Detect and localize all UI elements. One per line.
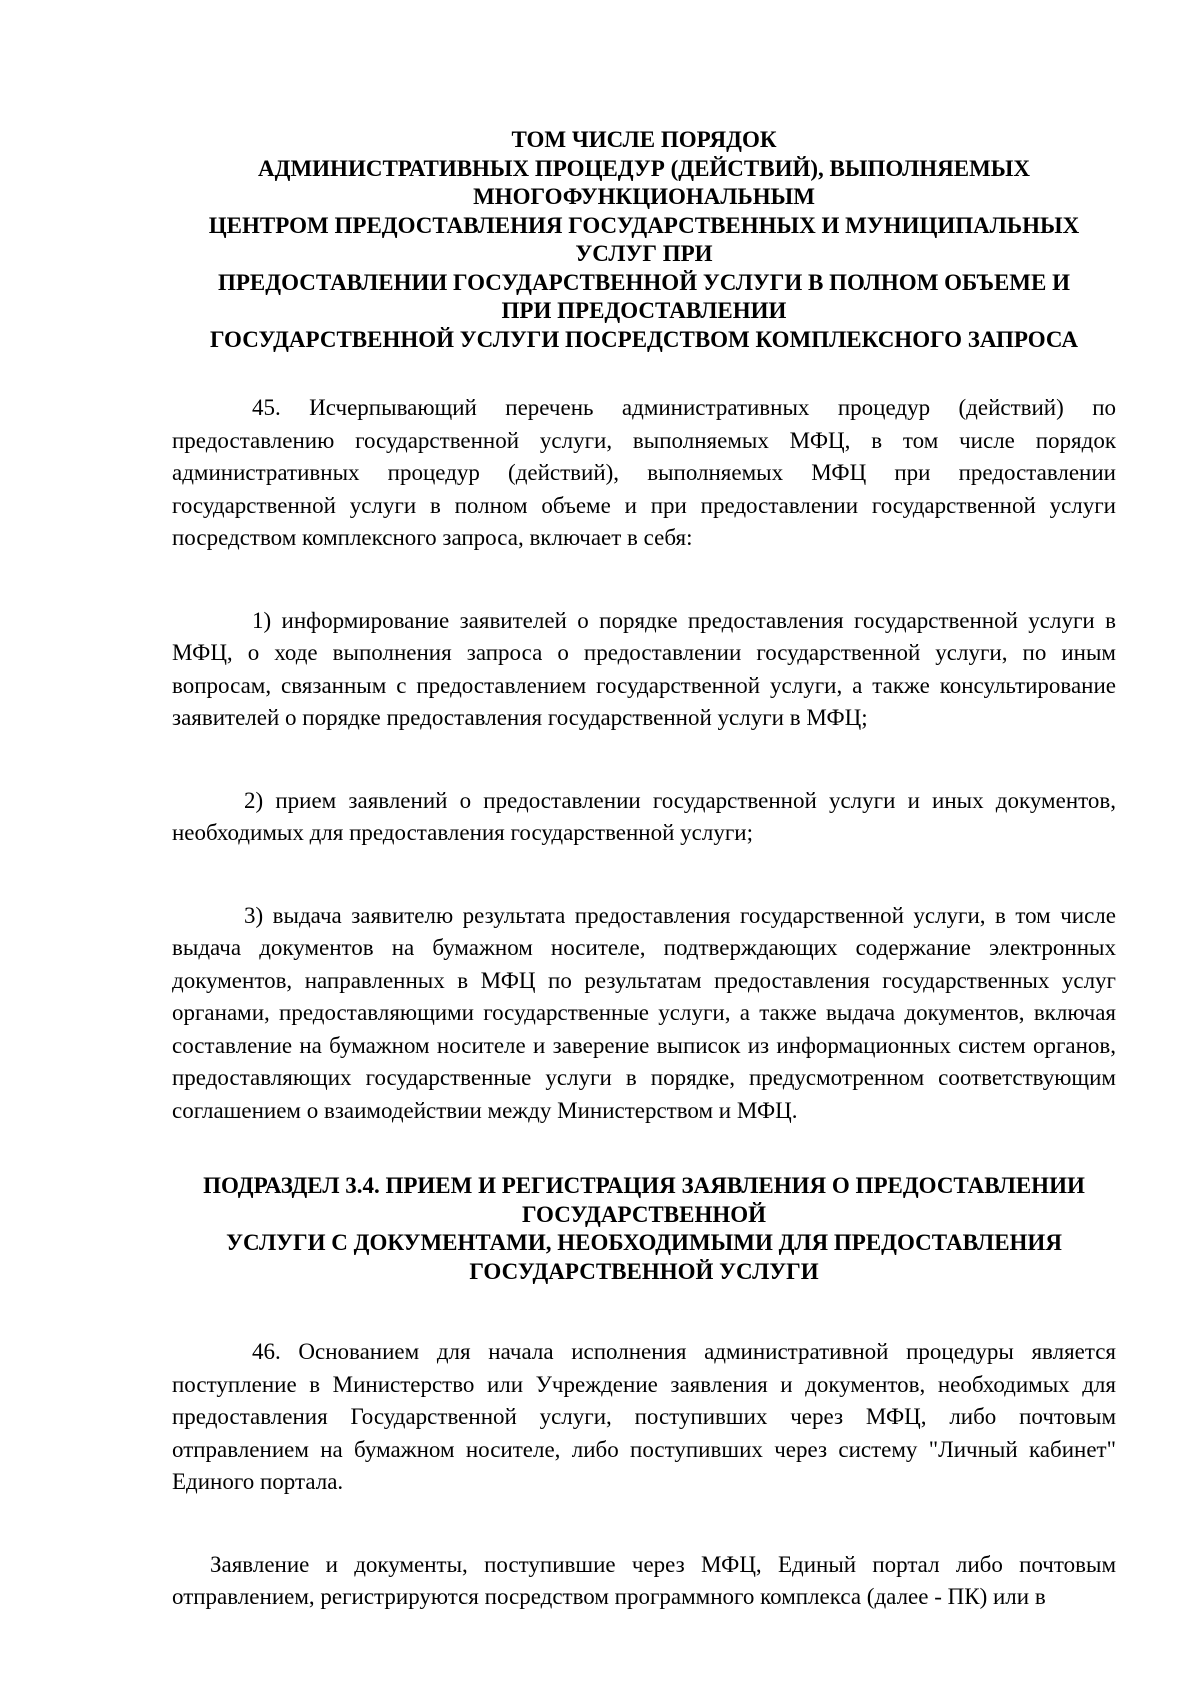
subsection-heading: [172, 1172, 1116, 1286]
heading-line: МНОГОФУНКЦИОНАЛЬНЫМ: [473, 184, 815, 209]
heading-line: АДМИНИСТРАТИВНЫХ ПРОЦЕДУР (ДЕЙСТВИЙ), ВЫПОЛНЯЕМЫХ: [258, 155, 1030, 181]
paragraph-45: 45. Исчерпывающий перечень административных процедур (действий) по предоставлению государственной услуги, выполняемых МФЦ, в том числе порядок административных процедур (действий), выполняемых МФЦ при предоставлении государственной услуги в полном объеме и при предоставлении государственной услуги посредством комплексного запроса, включает в себя:: [172, 395, 1116, 550]
heading-line: УСЛУГ ПРИ: [575, 241, 713, 266]
list-item-1: 1) информирование заявителей о порядке предоставления государственной услуги в МФЦ, о ходе выполнения запроса о предоставлении государственной услуги, по иным вопросам, связанным с предоставлением государственной услуги, а также консультирование заявителей о порядке предоставления государственной услуги в МФЦ;: [172, 607, 1116, 730]
heading-line: ГОСУДАРСТВЕННОЙ УСЛУГИ: [469, 1258, 819, 1284]
heading-line: ЦЕНТРОМ ПРЕДОСТАВЛЕНИЯ ГОСУДАРСТВЕННЫХ И МУНИЦИПАЛЬНЫХ: [208, 212, 1080, 238]
paragraph-47: Заявление и документы, поступившие через МФЦ, Единый портал либо почтовым отправлением, регистрируются посредством программного комплекса (далее - ПК) или в: [172, 1551, 1116, 1609]
heading-line: ГОСУДАРСТВЕННОЙ УСЛУГИ ПОСРЕДСТВОМ КОМПЛЕКСНОГО ЗАПРОСА: [209, 326, 1079, 352]
heading-line: ПРЕДОСТАВЛЕНИИ ГОСУДАРСТВЕННОЙ УСЛУГИ В ПОЛНОМ ОБЪЕМЕ И: [217, 269, 1070, 295]
section-heading: [172, 126, 1116, 354]
heading-line: ГОСУДАРСТВЕННОЙ: [521, 1201, 767, 1227]
heading-line: ТОМ ЧИСЛЕ ПОРЯДОК: [511, 127, 777, 152]
document-page: [172, 126, 1116, 1614]
heading-line: УСЛУГИ С ДОКУМЕНТАМИ, НЕОБХОДИМЫМИ ДЛЯ ПРЕДОСТАВЛЕНИЯ: [226, 1230, 1062, 1255]
heading-line: ПРИ ПРЕДОСТАВЛЕНИИ: [501, 298, 787, 323]
paragraph-46: 46. Основанием для начала исполнения административной процедуры является поступление в Министерство или Учреждение заявления и документов, необходимых для предоставления Государственной услуги, поступивших через МФЦ, либо почтовым отправлением на бумажном носителе, либо поступивших через систему "Личный кабинет" Единого портала.: [172, 1339, 1116, 1494]
list-item-2: 2) прием заявлений о предоставлении государственной услуги и иных документов, необходимых для предоставления государственной услуги;: [172, 787, 1116, 845]
list-item-3: 3) выдача заявителю результата предоставления государственной услуги, в том числе выдача документов на бумажном носителе, подтверждающих содержание электронных документов, направленных в МФЦ по результатам предоставления государственных услуг органами, предоставляющими государственные услуги, а также выдача документов, включая составление на бумажном носителе и заверение выписок из информационных систем органов, предоставляющих государственные услуги в порядке, предусмотренном соответствующим соглашением о взаимодействии между Министерством и МФЦ.: [172, 902, 1116, 1123]
heading-line: ПОДРАЗДЕЛ 3.4. ПРИЕМ И РЕГИСТРАЦИЯ ЗАЯВЛЕНИЯ О ПРЕДОСТАВЛЕНИИ: [203, 1173, 1085, 1198]
